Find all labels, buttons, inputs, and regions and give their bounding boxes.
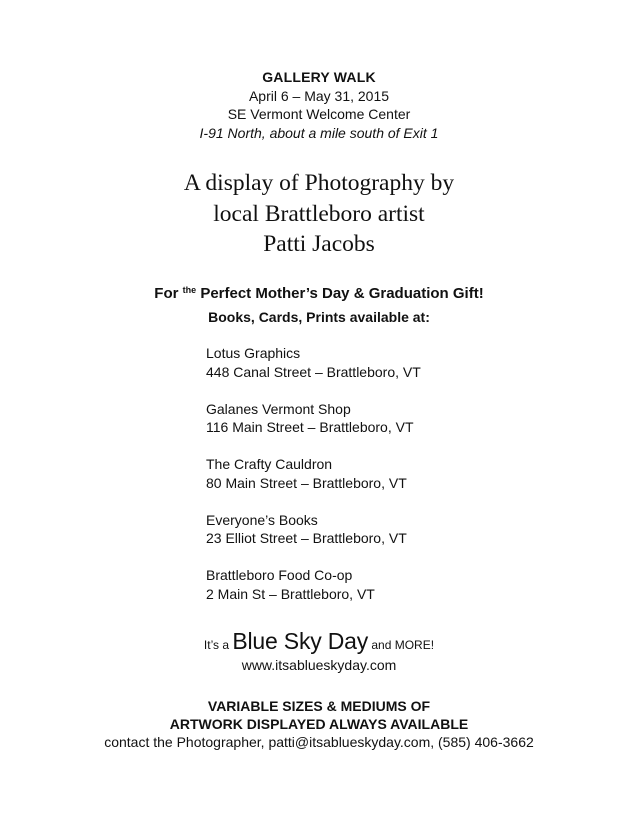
event-venue: SE Vermont Welcome Center bbox=[227, 106, 411, 122]
promo-before: For bbox=[154, 285, 179, 302]
list-item bbox=[206, 455, 421, 511]
location-name: The Crafty Cauldron bbox=[206, 456, 333, 472]
headline-line-1: A display of Photography by bbox=[183, 170, 455, 196]
location-address: 116 Main Street – Brattleboro, VT bbox=[206, 419, 414, 435]
promo-line bbox=[0, 280, 638, 304]
location-name: Galanes Vermont Shop bbox=[206, 400, 351, 417]
list-item bbox=[206, 400, 421, 456]
footer bbox=[0, 697, 638, 751]
location-list bbox=[206, 344, 421, 622]
location-name: Everyone’s Books bbox=[206, 511, 318, 528]
contact-line: contact the Photographer, patti@itsablueskyday.com, (585) 406-3662 bbox=[104, 734, 534, 750]
brand-line bbox=[0, 628, 638, 658]
footer-line-2: ARTWORK DISPLAYED ALWAYS AVAILABLE bbox=[169, 716, 469, 732]
brand-prefix: It’s a bbox=[203, 638, 230, 652]
headline bbox=[0, 168, 638, 260]
promo-after: Perfect Mother’s Day & Graduation Gift! bbox=[200, 285, 484, 302]
event-directions: I-91 North, about a mile south of Exit 1 bbox=[199, 124, 439, 141]
promo-superscript: the bbox=[182, 285, 197, 295]
list-item bbox=[206, 344, 421, 400]
location-address: 448 Canal Street – Brattleboro, VT bbox=[206, 363, 421, 380]
headline-line-2: local Brattleboro artist bbox=[213, 200, 425, 227]
list-item bbox=[206, 511, 421, 567]
location-name: Lotus Graphics bbox=[206, 345, 301, 361]
location-address: 2 Main St – Brattleboro, VT bbox=[206, 585, 375, 602]
event-info bbox=[0, 68, 638, 142]
brand-name: Blue Sky Day bbox=[232, 628, 369, 654]
event-dates: April 6 – May 31, 2015 bbox=[248, 87, 390, 104]
footer-line-1: VARIABLE SIZES & MEDIUMS OF bbox=[207, 698, 431, 714]
event-title: GALLERY WALK bbox=[262, 69, 376, 85]
location-address: 23 Elliot Street – Brattleboro, VT bbox=[206, 530, 407, 546]
website-link[interactable]: www.itsablueskyday.com bbox=[241, 657, 397, 673]
location-address: 80 Main Street – Brattleboro, VT bbox=[206, 474, 407, 491]
location-name: Brattleboro Food Co-op bbox=[206, 567, 353, 583]
list-item bbox=[206, 566, 421, 622]
brand-suffix: and MORE! bbox=[371, 638, 435, 652]
artist-name: Patti Jacobs bbox=[263, 231, 375, 257]
availability-line: Books, Cards, Prints available at: bbox=[208, 309, 430, 325]
